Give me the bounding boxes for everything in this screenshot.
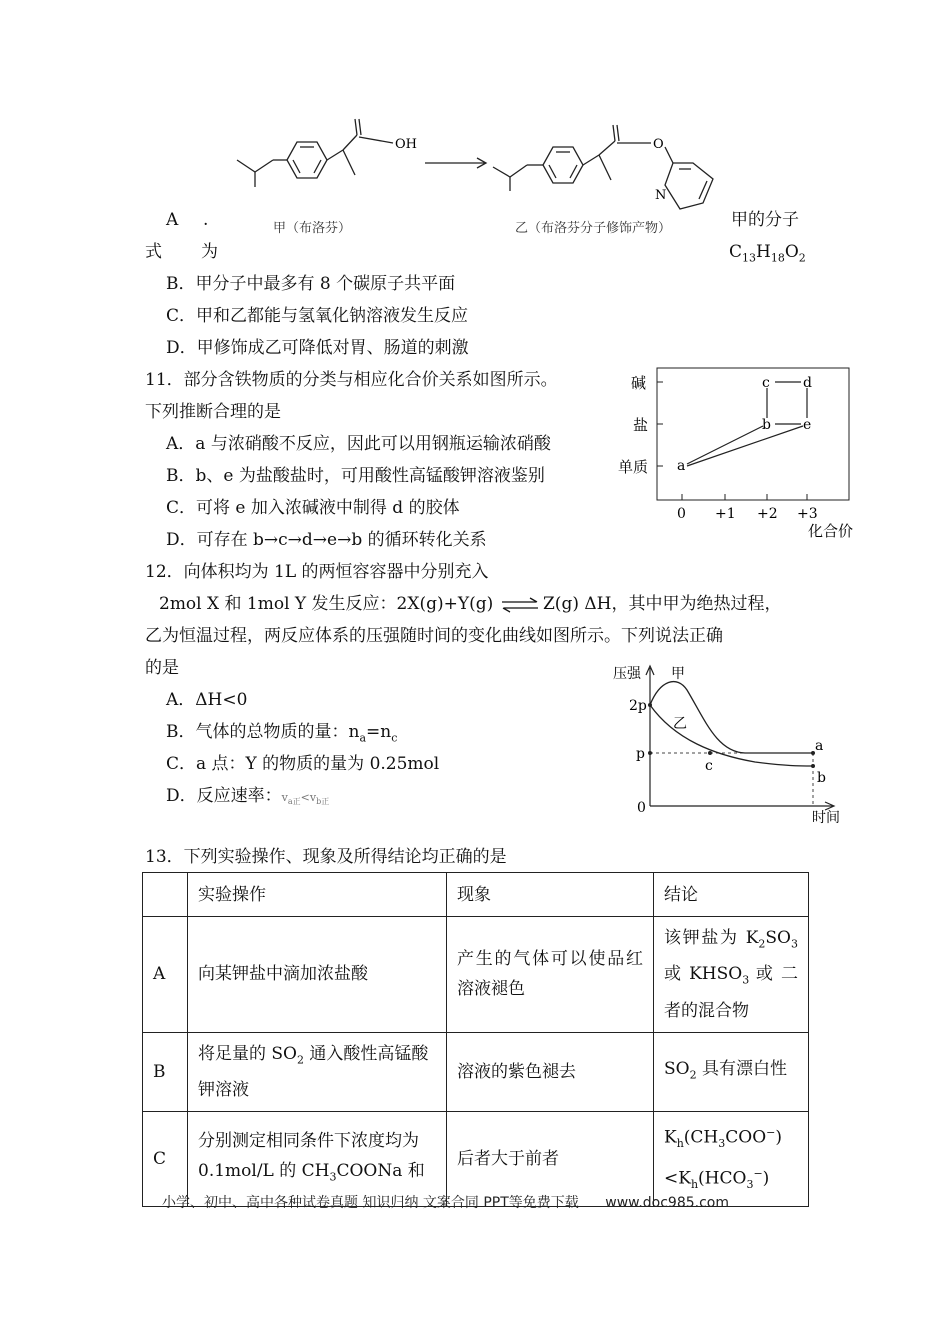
q10-option-d: D．甲修饰成乙可降低对胃、肠道的刺激 (166, 338, 469, 358)
row-phenomenon: 溶液的紫色褪去 (447, 1032, 654, 1111)
q10-option-a-wei: 为 (201, 242, 218, 262)
q11-ylabel-base: 碱 (631, 374, 647, 392)
formula-2: 2 (798, 251, 806, 265)
q11-point-a: a (677, 458, 686, 474)
optb-sub2: c (391, 731, 398, 745)
c-c2: h (676, 1137, 684, 1151)
q10-option-c: C．甲和乙都能与氢氧化钠溶液发生反应 (166, 306, 469, 326)
table-row (143, 1032, 809, 1111)
optd-v1: v (281, 791, 288, 804)
row-label: A (143, 917, 188, 1033)
q11-xtitle: 化合价 (808, 522, 854, 540)
c-c3: (CH (683, 1127, 719, 1148)
q13-table (142, 872, 809, 1207)
row-label: C (143, 1112, 188, 1207)
c-c11: 3 (746, 1178, 754, 1192)
q11-xtick-2: +2 (757, 506, 778, 522)
q11-point-d: d (803, 375, 812, 391)
q11-xtick-0: 0 (677, 506, 686, 522)
q12-y-title: 压强 (613, 666, 641, 682)
optb-sub1: a (359, 731, 367, 745)
row-phenomenon: 后者大于前者 (447, 1112, 654, 1207)
q12-point-c: c (705, 758, 713, 774)
q11-stem-2: 下列推断合理的是 (145, 402, 281, 422)
q12-stem-2b: Z(g) ΔH，其中甲为绝热过程， (543, 594, 782, 614)
c-c9: h (690, 1178, 699, 1192)
q10-option-a-shi: 式 (145, 242, 162, 262)
b-c3: 具有漂白性 (696, 1058, 787, 1079)
q12-option-d (166, 784, 329, 814)
b-o2: 2 (297, 1053, 304, 1067)
equilibrium-arrow-icon (500, 597, 540, 613)
q12-stem-4: 的是 (145, 658, 179, 678)
c-c1: K (664, 1127, 677, 1148)
q11-option-b: B．b、e 为盐酸盐时，可用酸性高锰酸钾溶液鉴别 (166, 466, 545, 486)
header-cell-operation: 实验操作 (188, 873, 447, 917)
q11-ylabel-salt: 盐 (633, 416, 649, 434)
q12-curve-yi: 乙 (673, 716, 687, 732)
formula-c: C (729, 242, 743, 262)
c-c5: COO (725, 1127, 767, 1148)
q11-point-b: b (762, 417, 771, 433)
c-c12: − (753, 1167, 763, 1181)
c-c4: 3 (718, 1137, 726, 1151)
c-o1: 分别测定相同条件下浓度均为 0.1mol/L 的 CH (198, 1131, 419, 1182)
c-c13: ) (762, 1168, 770, 1189)
q11-stem-1: 11．部分含铁物质的分类与相应化合价关系如图所示。 (145, 370, 558, 390)
a-c6: 3 (742, 973, 750, 987)
row-operation (188, 1032, 447, 1111)
formula-h: H (756, 242, 771, 262)
q10-product-label: 乙（布洛芬分子修饰产物） (515, 221, 672, 236)
q12-point-b: b (817, 770, 826, 786)
row-conclusion (654, 917, 809, 1033)
c-c6: − (766, 1126, 776, 1140)
q10-oh-text: OH (395, 137, 417, 152)
q11-option-a: A．a 与浓硝酸不反应，因此可以用钢瓶运输浓硝酸 (166, 434, 551, 454)
q12-stem-2a: 2mol X 和 1mol Y 发生反应：2X(g)+Y(g) (159, 594, 494, 614)
b-o1: 将足量的 SO (198, 1043, 297, 1064)
footer-url[interactable]: www.doc985.com (605, 1195, 729, 1211)
a-c7: 或 二者的混合物 (664, 964, 798, 1021)
a-c5: 或 KHSO (664, 964, 743, 985)
a-c3: SO (765, 928, 791, 948)
q11-xtick-3: +3 (797, 506, 818, 522)
formula-18: 18 (770, 251, 785, 265)
q11-point-e: e (803, 417, 812, 433)
q12-x-title: 时间 (812, 810, 840, 826)
a-c1: 该钾盐为 K (664, 928, 759, 948)
c-c10: (HCO (698, 1168, 747, 1189)
q11-ylabel-element: 单质 (618, 458, 649, 476)
optd-rate-expression (281, 791, 330, 807)
q12-chart (605, 660, 850, 830)
c-o3: COONa 和 (336, 1161, 425, 1182)
footer-text: 小学、初中、高中各种试卷真题 知识归纳 文案合同 PPT等免费下载 (162, 1195, 579, 1211)
optb-eq: =n (366, 722, 392, 742)
q10-option-a-right: 甲的分子 (731, 210, 799, 230)
c-c7: ) (775, 1127, 783, 1148)
header-cell-phenomenon: 现象 (447, 873, 654, 917)
q11-point-c: c (762, 375, 770, 391)
q10-reaction-figure (225, 115, 735, 240)
q10-reactant-label: 甲（布洛芬） (273, 221, 352, 236)
q11-option-c: C．可将 e 加入浓碱液中制得 d 的胶体 (166, 498, 460, 518)
q10-option-a-dot: . (203, 210, 209, 230)
formula-13: 13 (742, 251, 757, 265)
b-c2: 2 (689, 1068, 697, 1082)
row-phenomenon: 产生的气体可以使品红溶液褪色 (447, 917, 654, 1033)
row-label: B (143, 1032, 188, 1111)
q12-point-a: a (815, 738, 824, 754)
q10-option-b: B．甲分子中最多有 8 个碳原子共平面 (166, 274, 456, 294)
c-o2: 3 (329, 1170, 337, 1184)
optd-s2: b正 (316, 797, 330, 807)
b-o3: 通入酸性高锰酸钾溶液 (198, 1043, 429, 1101)
q12-ytick-0: 0 (637, 800, 646, 816)
table-header-row (143, 873, 809, 917)
formula-o: O (784, 242, 799, 262)
q12-stem-3: 乙为恒温过程，两反应体系的压强随时间的变化曲线如图所示。下列说法正确 (145, 626, 723, 646)
q11-chart (615, 362, 860, 542)
optd-s1: a正 (287, 797, 301, 807)
optb-pre: B．气体的总物质的量：n (166, 722, 360, 742)
b-c1: SO (664, 1058, 690, 1079)
a-c2: 2 (758, 937, 766, 951)
q12-ytick-p: p (636, 746, 645, 762)
c-c8: <K (664, 1168, 691, 1189)
q12-ytick-2p: 2p (629, 698, 647, 714)
q12-stem-1: 12．向体积均为 1L 的两恒容容器中分别充入 (145, 562, 489, 582)
q10-formula (729, 240, 806, 270)
optd-pre: D．反应速率： (166, 786, 282, 806)
q10-option-a-letter: A (166, 210, 179, 230)
q10-o-text: O (653, 137, 664, 152)
a-c4: 3 (791, 937, 798, 951)
optd-lt: <v (300, 791, 317, 804)
q11-option-d: D．可存在 b→c→d→e→b 的循环转化关系 (166, 530, 487, 550)
q11-xtick-1: +1 (715, 506, 736, 522)
row-operation: 向某钾盐中滴加浓盐酸 (188, 917, 447, 1033)
q12-option-c: C．a 点：Y 的物质的量为 0.25mol (166, 754, 440, 774)
page-footer (162, 1192, 729, 1212)
header-cell-conclusion: 结论 (654, 873, 809, 917)
q12-option-b (166, 720, 397, 750)
q12-option-a: A．ΔH<0 (166, 690, 248, 710)
header-cell-blank (143, 873, 188, 917)
q10-n-text: N (655, 188, 667, 203)
table-row (143, 917, 809, 1033)
row-conclusion (654, 1032, 809, 1111)
q13-stem: 13．下列实验操作、现象及所得结论均正确的是 (145, 847, 507, 867)
q12-curve-jia: 甲 (671, 666, 685, 682)
